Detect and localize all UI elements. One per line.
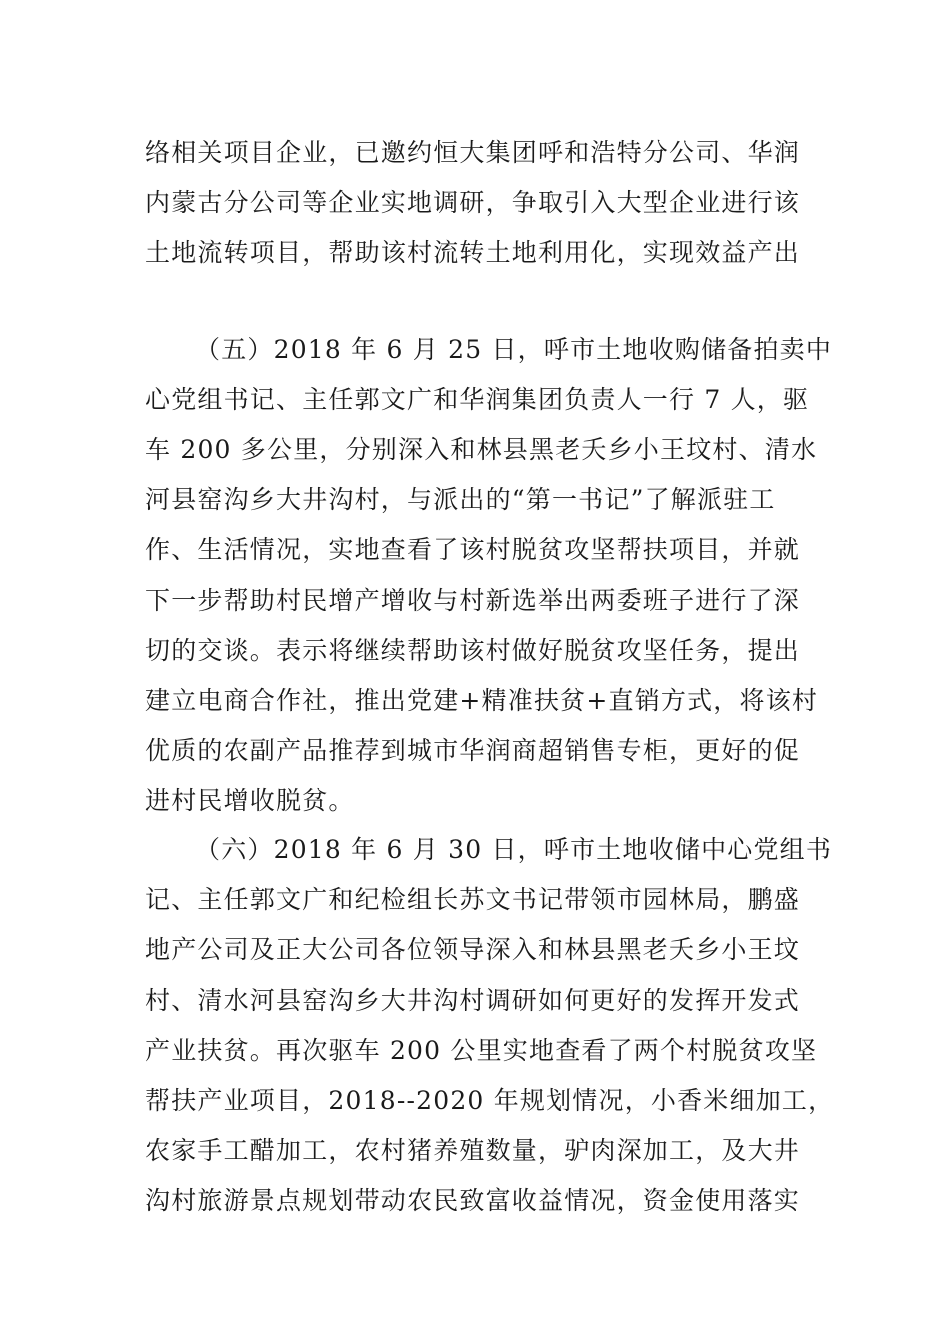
text-line: 产业扶贫。再次驱车 200 公里实地查看了两个村脱贫攻坚 (145, 1036, 818, 1065)
text-line: 优质的农副产品推荐到城市华润商超销售专柜，更好的促 (145, 736, 801, 765)
text-line: （五）2018 年 6 月 25 日，呼市土地收购储备拍卖中 (195, 335, 833, 364)
text-line: 切的交谈。表示将继续帮助该村做好脱贫攻坚任务，提出 (145, 636, 801, 665)
text-line: 村、清水河县窑沟乡大井沟村调研如何更好的发挥开发式 (145, 986, 801, 1015)
text-line: 土地流转项目，帮助该村流转土地利用化，实现效益产出 (145, 238, 801, 267)
text-line: 记、主任郭文广和纪检组长苏文书记带领市园林局，鹏盛 (145, 885, 801, 914)
text-line: 车 200 多公里，分别深入和林县黑老夭乡小王坟村、清水 (145, 435, 818, 464)
text-line: 心党组书记、主任郭文广和华润集团负责人一行 7 人，驱 (145, 385, 810, 414)
text-line: 河县窑沟乡大井沟村，与派出的“第一书记”了解派驻工 (145, 485, 776, 514)
text-line: 络相关项目企业，已邀约恒大集团呼和浩特分公司、华润 (145, 138, 801, 167)
text-line: 农家手工醋加工，农村猪养殖数量，驴肉深加工，及大井 (145, 1136, 801, 1165)
text-line: （六）2018 年 6 月 30 日，呼市土地收储中心党组书 (195, 835, 833, 864)
text-line: 进村民增收脱贫。 (145, 786, 355, 815)
text-line: 建立电商合作社，推出党建+精准扶贫+直销方式，将该村 (145, 686, 819, 715)
text-line: 地产公司及正大公司各位领导深入和林县黑老夭乡小王坟 (145, 935, 801, 964)
text-line: 作、生活情况，实地查看了该村脱贫攻坚帮扶项目，并就 (145, 535, 801, 564)
text-line: 帮扶产业项目，2018--2020 年规划情况，小香米细加工， (145, 1086, 835, 1115)
text-line: 内蒙古分公司等企业实地调研，争取引入大型企业进行该 (145, 188, 801, 217)
text-line: 下一步帮助村民增产增收与村新选举出两委班子进行了深 (145, 586, 801, 615)
text-line: 沟村旅游景点规划带动农民致富收益情况，资金使用落实 (145, 1186, 801, 1215)
